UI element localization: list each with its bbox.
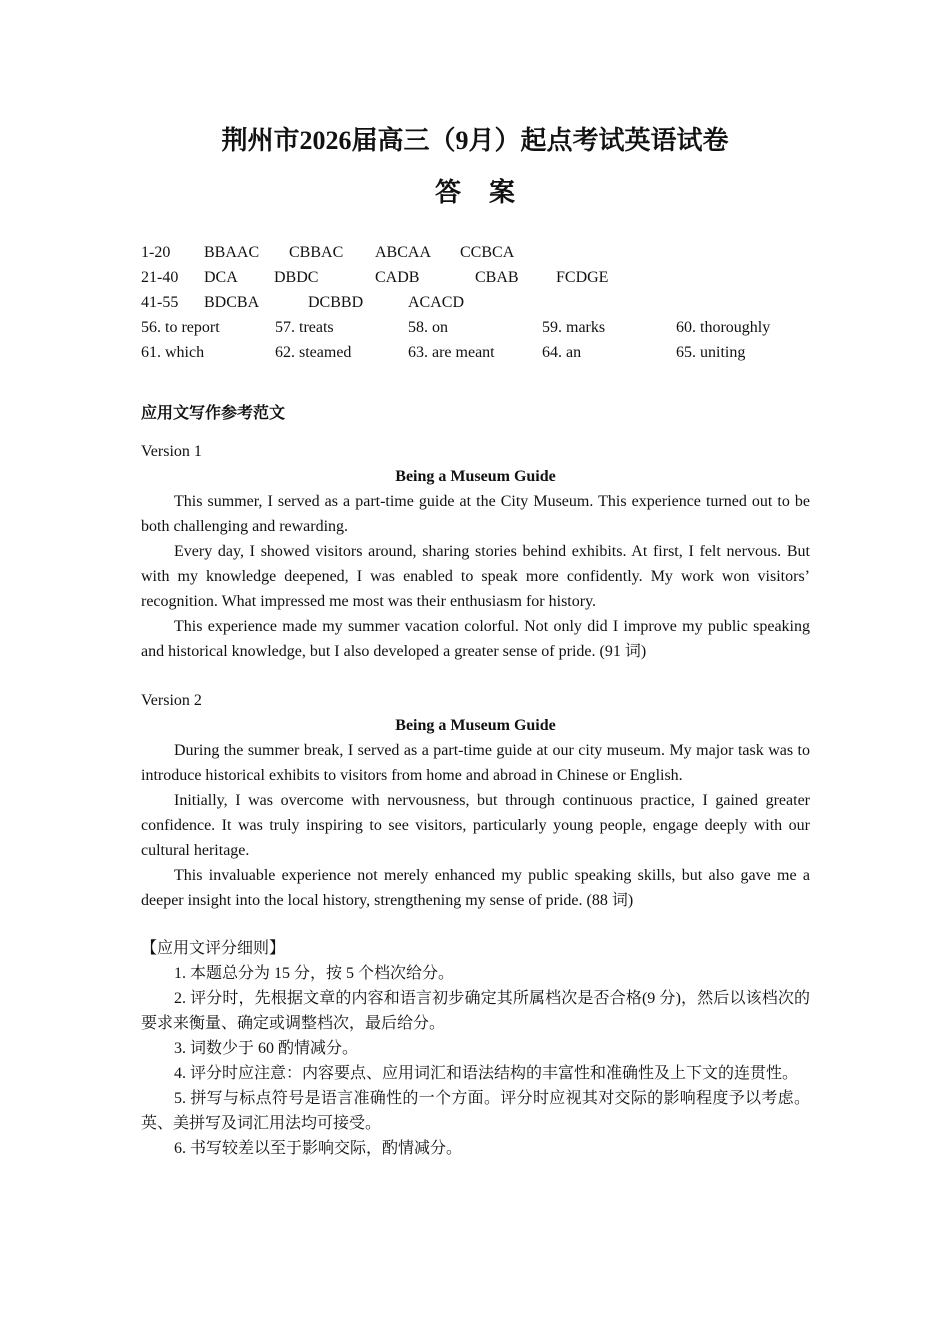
essay-paragraph: Initially, I was overcome with nervousness, but through continuous practice, I gained greater confidence. It was truly inspiring to see visitors, particularly young people, engage deeply with our cultural heritage.	[141, 792, 810, 859]
rule-item: 3. 词数少于 60 酌情减分。	[174, 1040, 359, 1057]
rules-heading: 【应用文评分细则】	[141, 940, 286, 957]
answer-group: FCDGE	[556, 269, 609, 286]
answer-group: DBDC	[274, 269, 319, 286]
answer-group: DCBBD	[308, 294, 364, 311]
version-1	[141, 439, 810, 664]
fill-answer: 56. to report	[141, 319, 220, 336]
writing-heading: 应用文写作参考范文	[141, 405, 286, 422]
answer-range: 1-20	[141, 244, 171, 261]
answer-group: ABCAA	[375, 244, 432, 261]
scoring-rules	[141, 936, 810, 1161]
answer-group: CBBAC	[289, 244, 344, 261]
fill-answer: 59. marks	[542, 319, 606, 336]
answer-group: CCBCA	[460, 244, 515, 261]
fill-answer: 57. treats	[275, 319, 334, 336]
answer-key	[141, 240, 821, 365]
answer-range: 41-55	[141, 294, 179, 311]
fill-answer: 58. on	[408, 319, 448, 336]
answer-group: BDCBA	[204, 294, 260, 311]
fill-answer: 62. steamed	[275, 344, 352, 361]
answer-range: 21-40	[141, 269, 179, 286]
rule-item: 5. 拼写与标点符号是语言准确性的一个方面。评分时应视其对交际的影响程度予以考虑。 英、美拼写及词汇用法均可接受。	[141, 1090, 810, 1132]
fill-row	[141, 340, 821, 365]
answer-group: ACACD	[408, 294, 465, 311]
rule-item: 2. 评分时，先根据文章的内容和语言初步确定其所属档次是否合格(9 分)，然后以该档次的要求来衡量、确定或调整档次，最后给分。	[141, 990, 810, 1032]
fill-answer: 60. thoroughly	[676, 319, 771, 336]
version-2	[141, 688, 810, 913]
fill-answer: 63. are meant	[408, 344, 495, 361]
essay-paragraph: Every day, I showed visitors around, sharing stories behind exhibits. At first, I felt nervous. But with my knowledge deepened, I was enabled to speak more confidently. My work won visitors’ recognition. What impressed me most was their enthusiasm for history.	[141, 543, 810, 610]
fill-answer: 65. uniting	[676, 344, 746, 361]
page-title: 荆州市2026届高三（9月）起点考试英语试卷	[221, 126, 729, 155]
answer-row	[141, 240, 821, 265]
page-subtitle: 答案	[434, 178, 543, 207]
fill-answer: 61. which	[141, 344, 205, 361]
answer-row	[141, 290, 821, 315]
essay-paragraph: This invaluable experience not merely enhanced my public speaking skills, but also gave me a deeper insight into the local history, strengthening my sense of pride. (88 词)	[141, 867, 810, 909]
fill-answer: 64. an	[542, 344, 582, 361]
essay-paragraph: During the summer break, I served as a part-time guide at our city museum. My major task was to introduce historical exhibits to visitors from home and abroad in Chinese or English.	[141, 742, 810, 784]
rule-item: 6. 书写较差以至于影响交际，酌情减分。	[174, 1140, 463, 1157]
essay-paragraph: This summer, I served as a part-time guide at the City Museum. This experience turned out to be both challenging and rewarding.	[141, 493, 810, 535]
answer-group: CBAB	[475, 269, 519, 286]
fill-row	[141, 315, 821, 340]
version-label: Version 2	[141, 692, 202, 709]
rule-item: 1. 本题总分为 15 分，按 5 个档次给分。	[174, 965, 455, 982]
essay-title: Being a Museum Guide	[395, 717, 556, 734]
answer-group: BBAAC	[204, 244, 260, 261]
essay-paragraph: This experience made my summer vacation colorful. Not only did I improve my public speaking and historical knowledge, but I also developed a greater sense of pride. (91 词)	[141, 618, 810, 660]
answer-group: CADB	[375, 269, 420, 286]
essay-title: Being a Museum Guide	[395, 468, 556, 485]
answer-row	[141, 265, 821, 290]
rule-item: 4. 评分时应注意：内容要点、应用词汇和语法结构的丰富性和准确性及上下文的连贯性。	[174, 1065, 799, 1082]
answer-group: DCA	[204, 269, 238, 286]
version-label: Version 1	[141, 443, 202, 460]
